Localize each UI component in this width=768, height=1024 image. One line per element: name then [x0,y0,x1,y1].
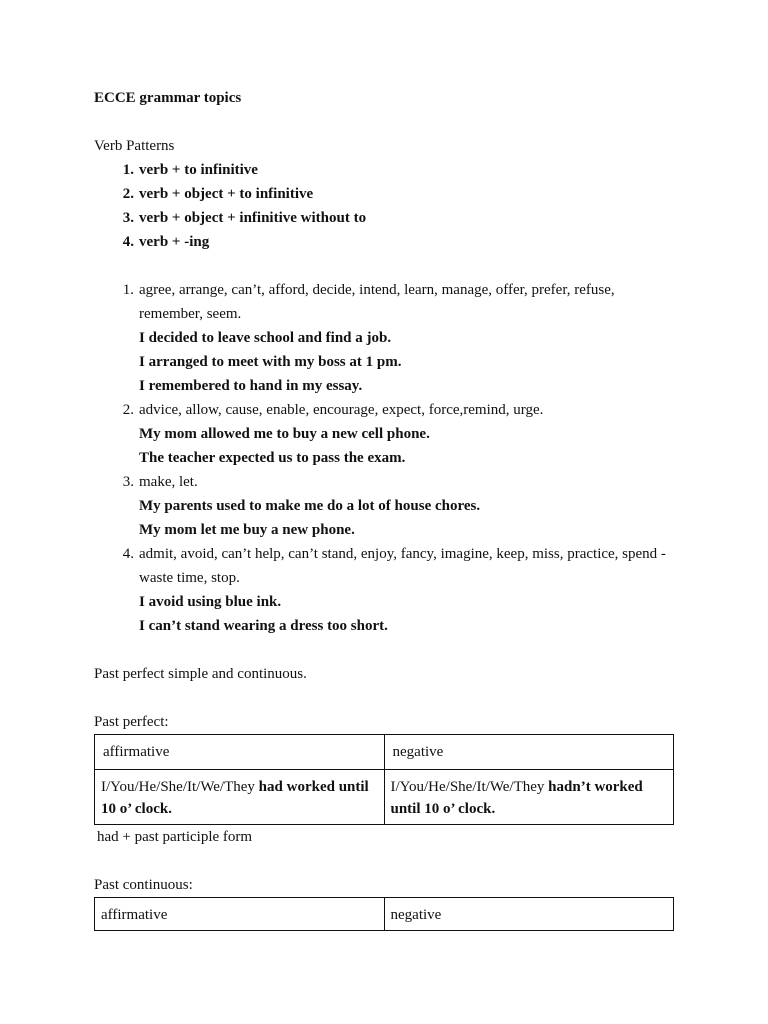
pattern-text: verb + object + to infinitive [139,186,314,202]
document-page [94,86,674,931]
table-header-negative: negative [384,898,674,931]
verb-patterns-label: Verb Patterns [94,138,175,154]
verb-words: admit, avoid, can’t help, can’t stand, enjoy, fancy, imagine, keep, miss, practice, spend - waste time, stop. [139,546,666,586]
pattern-item [94,158,674,182]
pattern-text: verb + -ing [139,234,210,250]
verb-detail-list [94,278,674,638]
example-sentence: My mom allowed me to buy a new cell phone. [139,426,430,442]
example-sentence: I arranged to meet with my boss at 1 pm. [139,354,402,370]
example-sentence: I decided to leave school and find a job. [139,330,392,346]
pattern-item [94,230,674,254]
example-sentence: The teacher expected us to pass the exam. [139,450,406,466]
example-sentence: I remembered to hand in my essay. [139,378,363,394]
verb-words: make, let. [139,474,198,490]
example-sentence: My mom let me buy a new phone. [139,522,355,538]
list-number: 3. [122,210,134,226]
table-row [95,770,674,825]
verb-phrase: had worked until 10 o’ clock. [101,779,369,817]
document-title: ECCE grammar topics [94,90,242,106]
past-perfect-heading: Past perfect simple and continuous. [94,666,307,682]
verb-pattern-list [94,158,674,254]
past-perfect-label: Past perfect: [94,714,169,730]
detail-item [94,398,674,470]
list-number: 2. [122,402,134,418]
past-perfect-note: had + past participle form [97,829,253,845]
list-number: 1. [122,162,134,178]
example-sentence: My parents used to make me do a lot of house chores. [139,498,481,514]
table-cell-negative [384,770,674,825]
table-header-negative: negative [384,735,674,770]
detail-item [94,470,674,542]
subject-pronouns: I/You/He/She/It/We/They [390,779,549,795]
verb-words: advice, allow, cause, enable, encourage, expect, force,remind, urge. [139,402,544,418]
list-number: 4. [122,234,134,250]
example-sentence: I can’t stand wearing a dress too short. [139,618,388,634]
table-cell-affirmative [95,770,385,825]
verb-words: agree, arrange, can’t, afford, decide, intend, learn, manage, offer, prefer, refuse, remember, seem. [139,282,615,322]
example-sentence: I avoid using blue ink. [139,594,282,610]
verb-phrase: hadn’t worked until 10 o’ clock. [390,779,643,817]
table-header-affirmative: affirmative [95,898,385,931]
detail-item [94,542,674,638]
table-header-affirmative: affirmative [95,735,385,770]
detail-item [94,278,674,398]
table-row [95,735,674,770]
table-row [95,898,674,931]
list-number: 1. [122,282,134,298]
pattern-text: verb + object + infinitive without to [139,210,367,226]
past-continuous-table [94,897,674,931]
list-number: 4. [122,546,134,562]
pattern-text: verb + to infinitive [139,162,258,178]
past-continuous-label: Past continuous: [94,877,193,893]
pattern-item [94,206,674,230]
list-number: 2. [122,186,134,202]
subject-pronouns: I/You/He/She/It/We/They [101,779,259,795]
past-perfect-table [94,734,674,825]
list-number: 3. [122,474,134,490]
pattern-item [94,182,674,206]
